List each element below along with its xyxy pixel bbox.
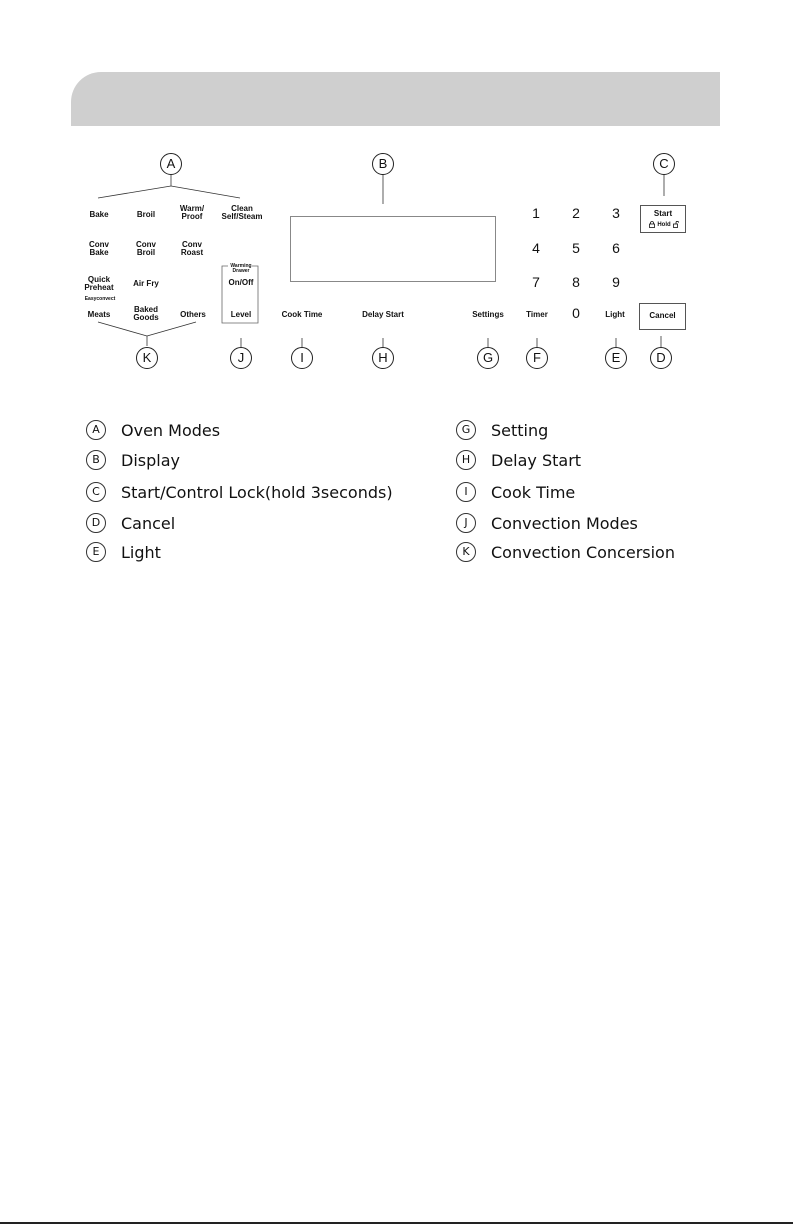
timer-button[interactable]: Timer xyxy=(526,310,548,319)
legend-item-d xyxy=(86,512,175,534)
air-fry-button[interactable]: Air Fry xyxy=(133,279,159,288)
conv-roast-button[interactable]: Conv Roast xyxy=(180,240,204,257)
broil-button[interactable]: Broil xyxy=(136,210,156,219)
legend-item-h xyxy=(456,449,581,471)
quick-preheat-button[interactable]: Quick Preheat xyxy=(84,275,114,292)
callout-e: E xyxy=(605,347,627,369)
baked-goods-button[interactable]: Baked Goods xyxy=(133,305,159,322)
warming-drawer-on-off-button[interactable]: On/Off xyxy=(228,278,254,287)
legend-text: Light xyxy=(121,542,161,562)
bake-button[interactable]: Bake xyxy=(89,210,109,219)
callout-c: C xyxy=(653,153,675,175)
legend-badge: A xyxy=(86,420,106,440)
lock-icon xyxy=(649,221,655,228)
page-bottom-rule xyxy=(0,1222,793,1224)
others-button[interactable]: Others xyxy=(180,310,206,319)
legend-badge: E xyxy=(86,542,106,562)
hold-label: Hold xyxy=(657,221,671,228)
callout-b: B xyxy=(372,153,394,175)
legend-item-i xyxy=(456,481,575,503)
digit-8-button[interactable]: 8 xyxy=(572,274,580,290)
warming-drawer-label: Warming Drawer xyxy=(230,263,252,274)
callout-g: G xyxy=(477,347,499,369)
legend-item-c xyxy=(86,481,393,503)
legend-badge: J xyxy=(456,513,476,533)
legend-badge: I xyxy=(456,482,476,502)
digit-2-button[interactable]: 2 xyxy=(572,205,580,221)
start-label: Start xyxy=(653,209,673,218)
delay-start-button[interactable]: Delay Start xyxy=(362,310,404,319)
cancel-button[interactable] xyxy=(639,303,686,330)
callout-d: D xyxy=(650,347,672,369)
legend-text: Start/Control Lock(hold 3seconds) xyxy=(121,482,393,502)
digit-9-button[interactable]: 9 xyxy=(612,274,620,290)
digit-5-button[interactable]: 5 xyxy=(572,240,580,256)
legend-item-a xyxy=(86,419,220,441)
digit-4-button[interactable]: 4 xyxy=(532,240,540,256)
legend-badge: D xyxy=(86,513,106,533)
conv-bake-button[interactable]: Conv Bake xyxy=(89,240,109,257)
legend-badge: B xyxy=(86,450,106,470)
cook-time-button[interactable]: Cook Time xyxy=(281,310,323,319)
unlock-icon xyxy=(673,221,679,228)
callout-a: A xyxy=(160,153,182,175)
legend-text: Setting xyxy=(491,420,549,440)
legend-text: Oven Modes xyxy=(121,420,221,440)
callout-i: I xyxy=(291,347,313,369)
legend-text: Cook Time xyxy=(491,482,576,502)
hold-row xyxy=(645,220,683,229)
light-button[interactable]: Light xyxy=(605,310,625,319)
legend-badge: H xyxy=(456,450,476,470)
legend-text: Cancel xyxy=(121,513,176,533)
callout-f: F xyxy=(526,347,548,369)
warming-drawer-level-button[interactable]: Level xyxy=(230,310,252,319)
legend-text: Convection Modes xyxy=(491,513,638,533)
legend-item-e xyxy=(86,541,161,563)
clean-button[interactable]: Clean Self/Steam xyxy=(221,204,263,221)
digit-6-button[interactable]: 6 xyxy=(612,240,620,256)
legend-badge: K xyxy=(456,542,476,562)
legend-text: Delay Start xyxy=(491,450,582,470)
easyconvect-label: Easyconvect xyxy=(84,296,116,302)
oven-display xyxy=(290,216,496,282)
legend-item-g xyxy=(456,419,548,441)
legend-badge: G xyxy=(456,420,476,440)
settings-button[interactable]: Settings xyxy=(472,310,504,319)
digit-0-button[interactable]: 0 xyxy=(572,305,580,321)
legend-item-j xyxy=(456,512,638,534)
warm-proof-button[interactable]: Warm/ Proof xyxy=(179,204,205,221)
conv-broil-button[interactable]: Conv Broil xyxy=(136,240,156,257)
start-button[interactable] xyxy=(640,205,686,233)
digit-3-button[interactable]: 3 xyxy=(612,205,620,221)
legend-item-k xyxy=(456,541,675,563)
legend-text: Display xyxy=(121,450,180,470)
connector-lines xyxy=(0,0,793,400)
callout-j: J xyxy=(230,347,252,369)
meats-button[interactable]: Meats xyxy=(87,310,111,319)
digit-7-button[interactable]: 7 xyxy=(532,274,540,290)
callout-k: K xyxy=(136,347,158,369)
legend-item-b xyxy=(86,449,180,471)
legend-badge: C xyxy=(86,482,106,502)
callout-h: H xyxy=(372,347,394,369)
cancel-label: Cancel xyxy=(649,311,676,320)
legend-text: Convection Concersion xyxy=(491,542,675,562)
digit-1-button[interactable]: 1 xyxy=(532,205,540,221)
